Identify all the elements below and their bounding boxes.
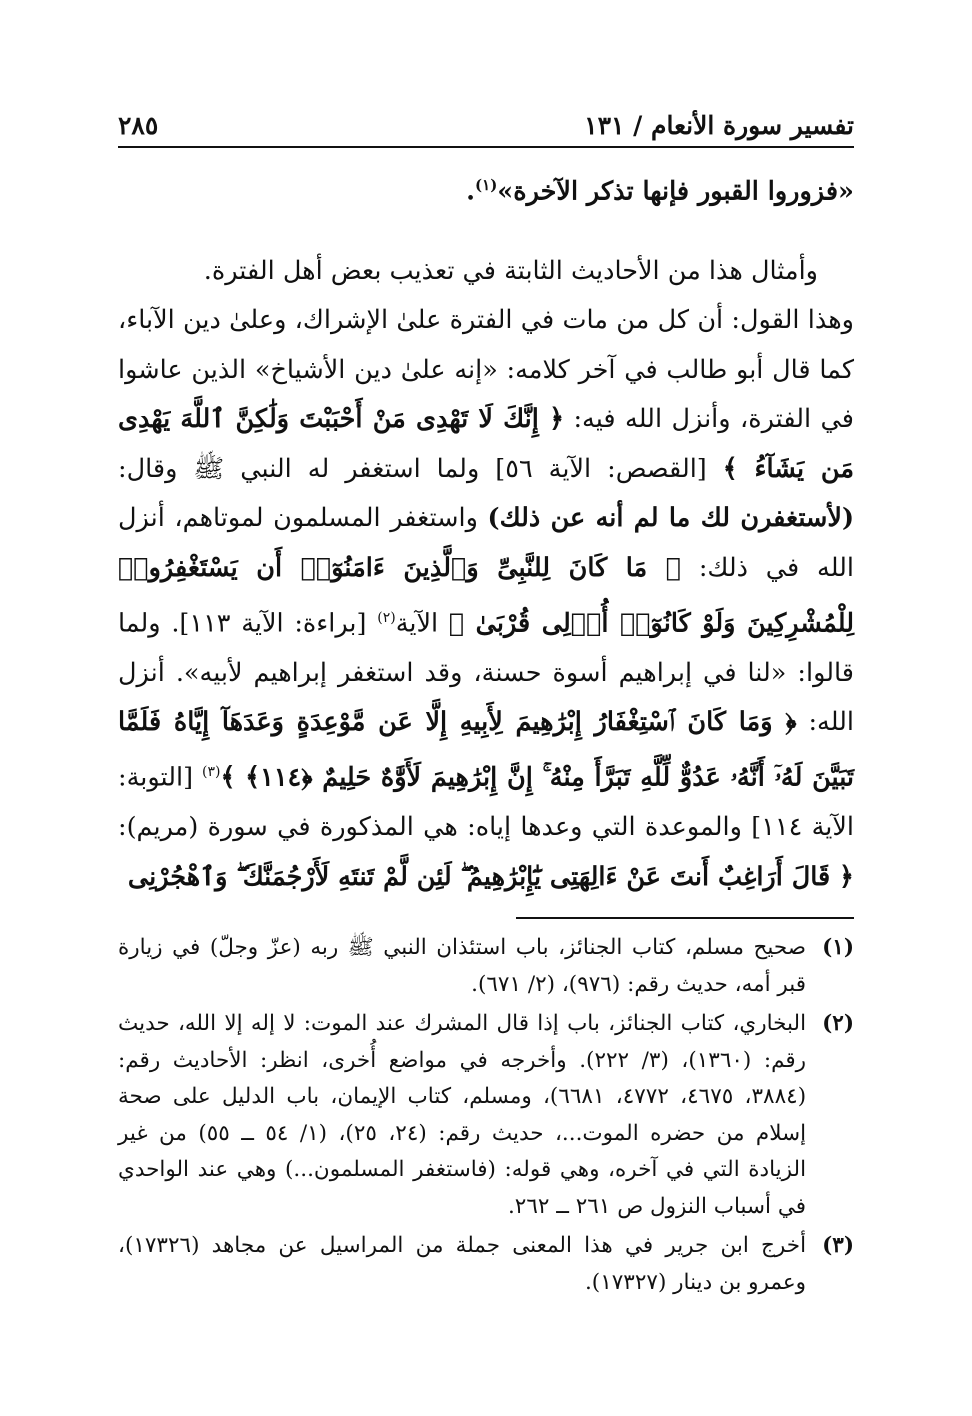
page-number: ٢٨٥	[118, 111, 159, 140]
footnote-item	[118, 1006, 854, 1225]
hadith-quote: «فزوروا القبور فإنها تذكر الآخرة»	[497, 176, 854, 207]
footnote-number: (١)	[822, 935, 854, 960]
p2-text-d: الآية	[395, 608, 439, 639]
footnotes	[118, 930, 854, 1304]
p2-text-c: واستغفر المسلمون لموتاهم، أنزل الله في ذلك:	[118, 503, 854, 584]
footnote-number: (٢)	[822, 1011, 854, 1036]
running-title: تفسير سورة الأنعام / ١٣١	[584, 111, 854, 140]
verse-baraa-113: ﴿ مَا كَانَ لِلنَّبِىِّ وَٱلَّذِينَ ءَامَنُوٓا۟ أَن يَسْتَغْفِرُوا۟ لِلْمُشْرِكِينَ وَلَوْ كَانُوٓا۟ أُو۟لِى قُرْبَىٰ ﴾	[118, 553, 855, 639]
quote-period: .	[466, 176, 476, 207]
verse-qasas-56: ﴿ إِنَّكَ لَا تَهْدِى مَنْ أَحْبَبْتَ وَلَٰكِنَّ ٱللَّهَ يَهْدِى مَن يَشَآءُ ﴾	[118, 404, 854, 484]
p2-text-b: [القصص: الآية ٥٦] ولما استغفر له النبي ﷺ وقال:	[118, 453, 707, 484]
footnote-divider	[516, 917, 854, 919]
p2-text-f: [التوبة: الآية ١١٤] والموعدة التي وعدها إياه: هي المذكورة في سورة (مريم):	[118, 762, 854, 843]
footnote-text: أخرج ابن جرير في هذا المعنى جملة من المراسيل عن مجاهد (١٧٣٢٦)، وعمرو بن دينار (١٧٣٢٧).	[118, 1233, 807, 1295]
prophet-saying: (لأستغفرن لك ما لم أنه عن ذلك)	[487, 503, 855, 534]
footnote-item	[118, 930, 854, 1003]
paragraph-1: وأمثال هذا من الأحاديث الثابتة في تعذيب بعض أهل الفترة.	[203, 255, 818, 286]
footnote-ref-3: (٣)	[202, 763, 221, 780]
footnote-text: صحيح مسلم، كتاب الجنائز، باب استئذان النبي ﷺ ربه (عزّ وجلّ) في زيارة قبر أمه، حديث رقم: (٩٧٦)، (٢/ ٦٧١).	[118, 935, 807, 997]
verse-maryam-46: ﴿ قَالَ أَرَاغِبٌ أَنتَ عَنْ ءَالِهَتِى يَٰٓإِبْرَٰهِيمُ ۖ لَئِن لَّمْ تَنتَهِ لَأَرْجُمَنَّكَ ۖ وَٱهْجُرْنِى	[127, 861, 854, 892]
footnote-number: (٣)	[822, 1233, 854, 1258]
footnote-ref-1: (١)	[475, 176, 498, 194]
main-text	[118, 160, 854, 902]
footnote-item	[118, 1228, 854, 1301]
paragraph-2	[118, 296, 854, 902]
p2-text-a: وهذا القول: أن كل من مات في الفترة علىٰ الإشراك، وعلىٰ دين الآباء، كما قال أبو طالب في آخر كلامه: «إنه علىٰ دين الأشياخ» الذين عاشوا في الفترة، وأنزل الله فيه:	[118, 305, 854, 435]
page-header	[118, 96, 854, 140]
verse-tawba-114: ﴿ وَمَا كَانَ ٱسْتِغْفَارُ إِبْرَٰهِيمَ لِأَبِيهِ إِلَّا عَن مَّوْعِدَةٍ وَعَدَهَآ إِيَّاهُ فَلَمَّا تَبَيَّنَ لَهُۥٓ أَنَّهُۥ عَدُوٌّ لِّلَّهِ تَبَرَّأَ مِنْهُ ۚ إِنَّ إِبْرَٰهِيمَ لَأَوَّٰهٌ حَلِيمٌ ﴿١١٤﴾ ﴾	[118, 707, 854, 793]
footnote-ref-2: (٢)	[377, 609, 396, 626]
p2-text-e: [براءة: الآية ١١٣]. ولما قالوا: «لنا في إبراهيم أسوة حسنة، وقد استغفر إبراهيم لأبيه». أنزل الله:	[118, 608, 854, 738]
hadith-quote-line	[118, 160, 854, 217]
footnote-text: البخاري، كتاب الجنائز، باب إذا قال المشرك عند الموت: لا إله إلا الله، حديث رقم: (١٣٦٠)، (٣/ ٢٢٢). وأخرجه في مواضع أُخرى، انظر: الأحاديث رقم: (٣٨٨٤، ٤٦٧٥، ٤٧٧٢، ٦٦٨١)، ومسلم، كتاب الإيمان، باب الدليل على صحة إسلام من حضره الموت...، حديث رقم: (٢٤، ٢٥)، (١/ ٥٤ ــ ٥٥) من غير الزيادة التي في آخره، وهي قوله: (فاستغفر المسلمون...) وهي عند الواحدي في أسباب النزول ص ٢٦١ ــ ٢٦٢.	[118, 1011, 807, 1219]
header-divider	[118, 146, 854, 148]
